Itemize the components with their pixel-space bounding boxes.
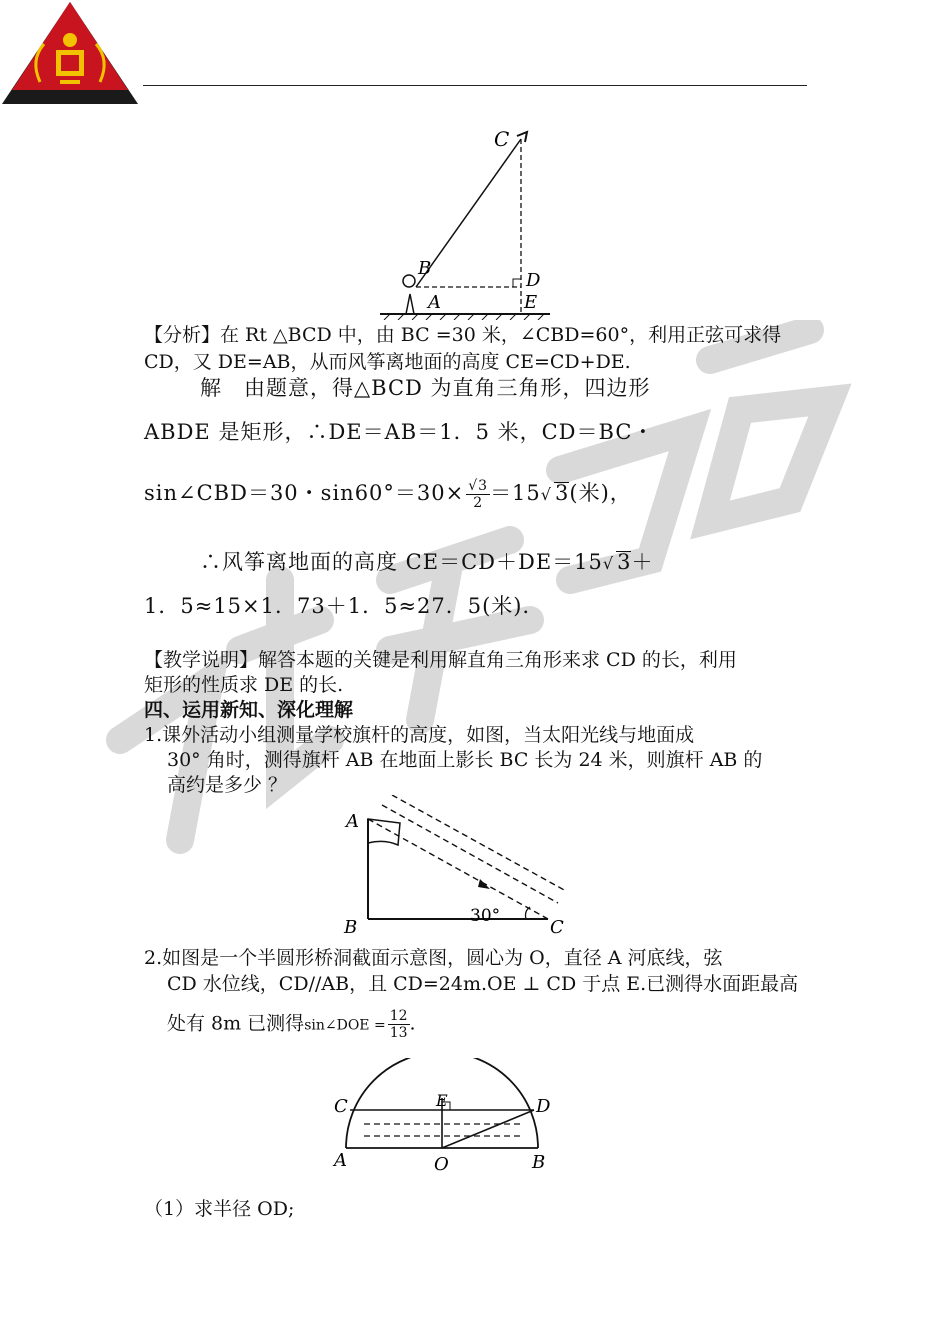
teaching-note-line-2: 矩形的性质求 DE 的长. [144, 674, 344, 696]
fraction-numerator: √3 [468, 478, 489, 494]
sqrt-symbol-2: √ [602, 554, 615, 573]
label-b: B [344, 917, 358, 935]
q1-line-3: 高约是多少 ？ [167, 774, 288, 796]
q2-line-3-prefix: 处有 8m 已测得 [167, 1012, 305, 1035]
solution-line-4 [200, 550, 653, 576]
q1-line-2: 30° 角时，测得旗杆 AB 在地面上影长 BC 长为 24 米，则旗杆 AB 的 [167, 749, 763, 771]
label-d: D [536, 1096, 551, 1117]
label-b: B [418, 258, 432, 279]
label-c: C [550, 917, 564, 935]
teaching-note-line-1: 【教学说明】解答本题的关键是利用解直角三角形来求 CD 的长，利用 [144, 649, 737, 671]
fraction-sqrt3-over-2 [466, 478, 490, 511]
q2-line-2: CD 水位线，CD//AB，且 CD=24m.OE ⊥ CD 于点 E.已测得水面距最高 [167, 973, 799, 995]
solution-line-4-prefix: ∴风筝离地面的高度 CE＝CD＋DE＝15 [200, 550, 603, 574]
solution-line-3 [144, 478, 632, 511]
section-4-title: 四、运用新知、深化理解 [144, 699, 354, 721]
q1-line-1: 1.课外活动小组测量学校旗杆的高度，如图，当太阳光线与地面成 [144, 724, 695, 746]
label-e: E [436, 1091, 448, 1110]
q2-line-3-suffix: . [409, 1012, 416, 1035]
q2-sin-expression: sin∠DOE = [304, 1017, 386, 1034]
solution-line-3-suffix: (米)， [569, 481, 632, 505]
label-c: C [494, 127, 510, 151]
analysis-line-2: CD，又 DE=AB，从而风筝离地面的高度 CE=CD+DE. [144, 351, 631, 373]
label-c: C [334, 1096, 348, 1117]
solution-line-1: 解 由题意，得△BCD 为直角三角形，四边形 [200, 376, 651, 400]
q2-line-3 [167, 1008, 416, 1041]
school-crest-logo [0, 0, 140, 106]
bridge-semicircle-diagram [330, 1058, 560, 1178]
label-d: D [526, 270, 541, 291]
label-o: O [434, 1154, 449, 1175]
fraction-denominator: 2 [473, 495, 484, 511]
analysis-line-1: 【分析】在 Rt △BCD 中，由 BC =30 米，∠CBD=60°，利用正弦可求得 [144, 324, 782, 346]
sqrt-radicand-2: 3 [617, 550, 632, 574]
solution-line-3-prefix: sin∠CBD＝30・sin60°＝30× [144, 481, 465, 505]
q2-line-1: 2.如图是一个半圆形桥洞截面示意图，圆心为 O，直径 A 河底线，弦 [144, 947, 723, 969]
kite-diagram [376, 124, 554, 320]
label-a: A [334, 1150, 347, 1171]
flagpole-diagram [340, 795, 570, 935]
label-a: A [346, 811, 359, 832]
header-divider [143, 85, 807, 86]
q2-part-1: （1）求半径 OD; [144, 1198, 295, 1220]
solution-line-4-suffix: ＋ [631, 550, 654, 574]
solution-line-2: ABDE 是矩形，∴DE＝AB＝1．5 米，CD＝BC・ [144, 420, 655, 444]
angle-label: 30° [470, 906, 501, 926]
solution-line-5: 1．5≈15×1．73＋1．5≈27．5(米)． [144, 594, 545, 618]
solution-line-3-equals: ＝15 [490, 481, 541, 505]
fraction-12-over-13 [388, 1008, 410, 1041]
fraction-denominator: 13 [389, 1025, 408, 1041]
sqrt-symbol-1: √ [540, 485, 552, 504]
fraction-numerator: 12 [389, 1008, 408, 1024]
label-b: B [532, 1152, 546, 1173]
sqrt-radicand-1: 3 [555, 481, 570, 505]
label-a: A [428, 292, 441, 313]
label-e: E [524, 292, 538, 313]
